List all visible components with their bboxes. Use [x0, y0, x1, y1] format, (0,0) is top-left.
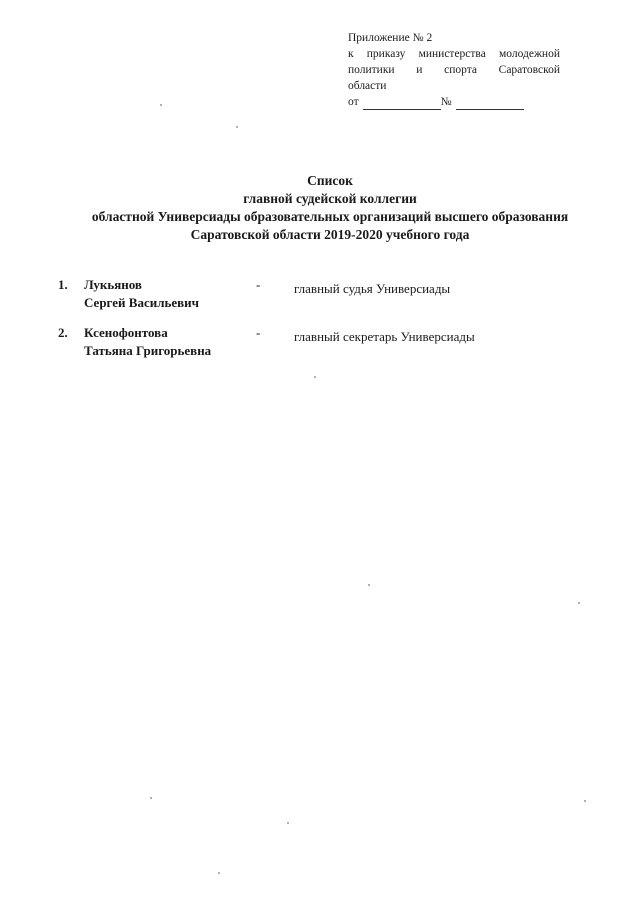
document-title — [40, 172, 620, 244]
annex-from-label: от — [348, 96, 359, 108]
scan-speck — [314, 376, 316, 378]
annex-order-line-2: политики и спорта Саратовской — [348, 64, 560, 76]
scan-speck — [236, 126, 238, 128]
title-line-4: Саратовской области 2019-2020 учебного года — [190, 227, 470, 242]
member-surname: Ксенофонтова — [84, 325, 168, 340]
title-line-3: областной Универсиады образовательных организаций высшего образования — [91, 209, 569, 224]
title-line-2: главной судейской коллегии — [243, 191, 417, 206]
scan-speck — [150, 797, 152, 799]
scan-speck — [584, 800, 586, 802]
annex-number-label: № — [440, 96, 452, 108]
annex-order-line-3: области — [348, 80, 387, 92]
annex-title: Приложение № 2 — [348, 32, 433, 44]
scan-speck — [287, 822, 289, 824]
member-given-names: Сергей Васильевич — [84, 295, 200, 310]
annex-order-line-1: к приказу министерства молодежной — [348, 48, 560, 60]
scan-speck — [160, 104, 162, 106]
member-dash: - — [256, 325, 261, 340]
list-item — [58, 276, 598, 320]
member-name — [84, 324, 211, 360]
members-list — [58, 276, 598, 370]
member-role: главный секретарь Универсиады — [294, 329, 475, 344]
member-surname: Лукьянов — [84, 277, 142, 292]
annex-date-blank — [363, 97, 441, 110]
list-item — [58, 324, 598, 368]
member-dash: - — [256, 277, 261, 292]
scan-speck — [368, 584, 370, 586]
annex-number-blank — [456, 97, 524, 110]
member-number: 2. — [58, 325, 68, 340]
member-role: главный судья Универсиады — [294, 281, 451, 296]
member-given-names: Татьяна Григорьевна — [84, 343, 212, 358]
annex-date-number-line — [348, 94, 560, 110]
annex-block — [348, 30, 560, 110]
title-line-1: Список — [307, 173, 353, 188]
scan-speck — [218, 872, 220, 874]
scan-speck — [578, 602, 580, 604]
member-name — [84, 276, 199, 312]
member-number: 1. — [58, 277, 68, 292]
